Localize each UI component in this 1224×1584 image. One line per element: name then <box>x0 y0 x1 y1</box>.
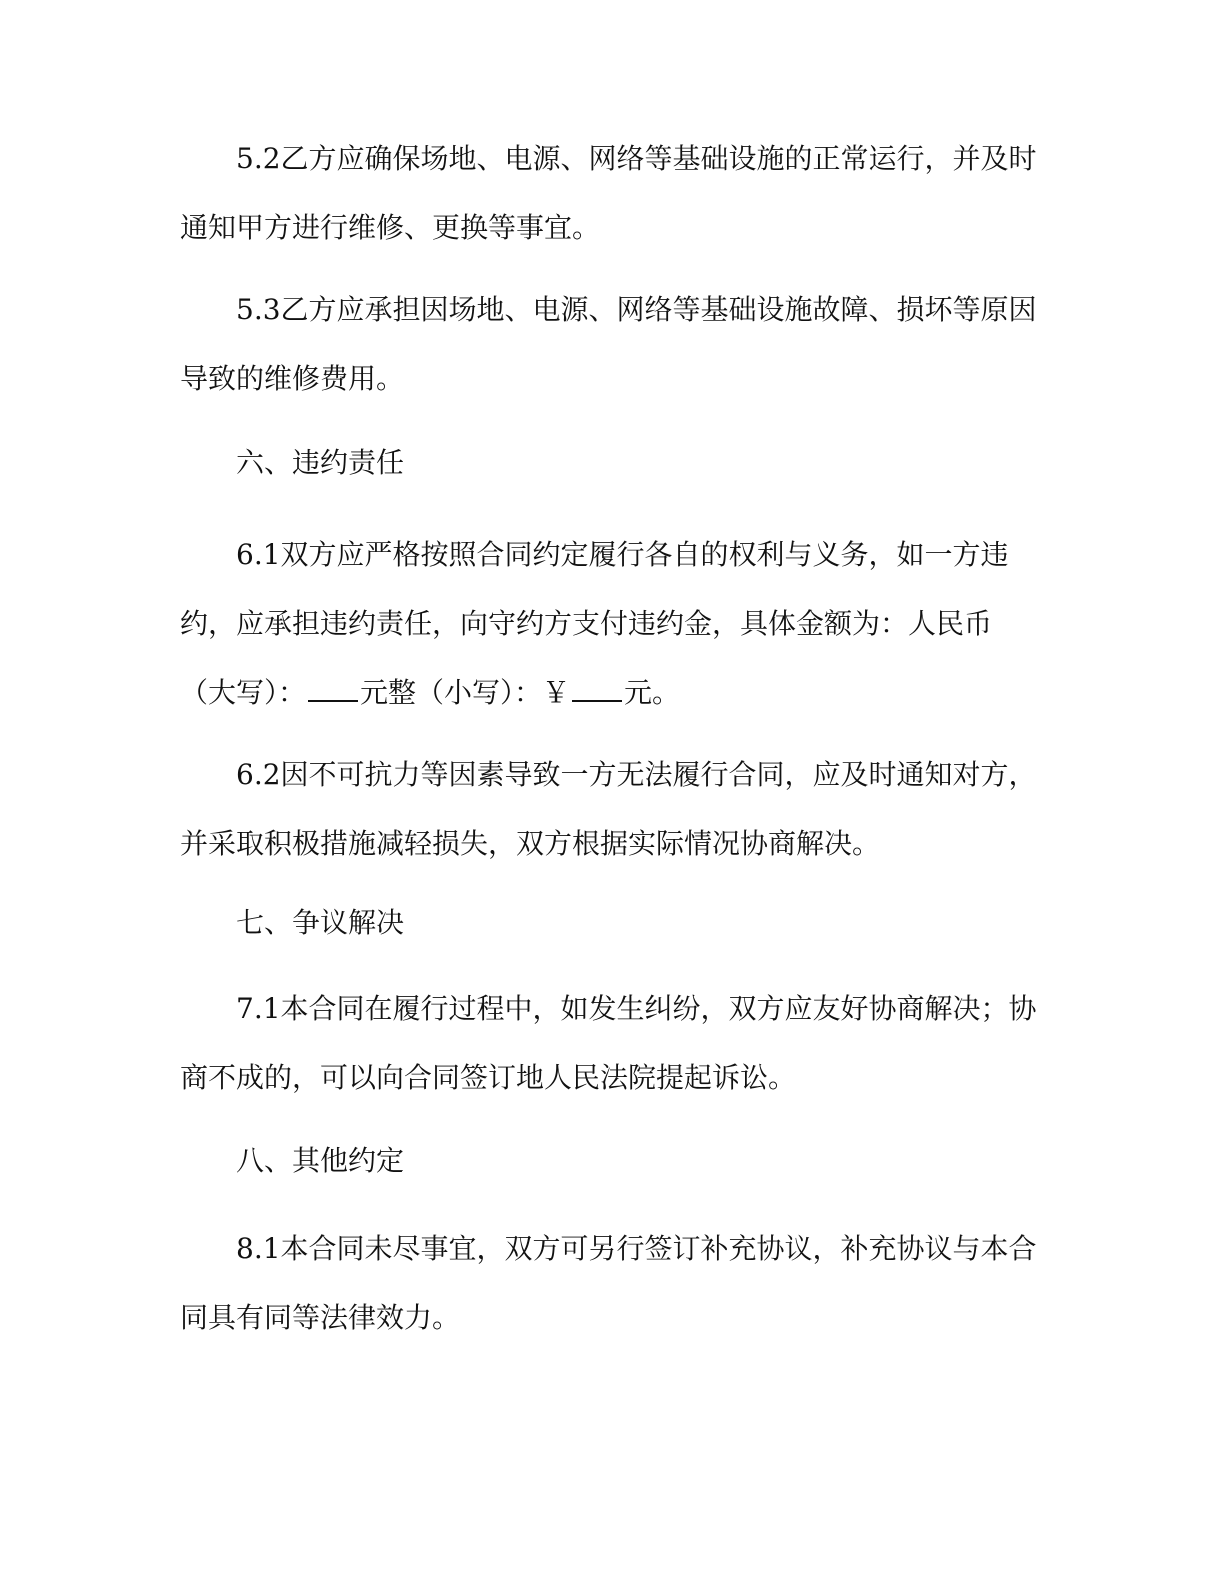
clause-6-1-text-a: 6.1双方应严格按照合同约定履行各自的权利与义务，如一方违约，应承担违约责任，向守约方支付违约金，具体金额为：人民币（大写）： <box>180 538 1009 709</box>
clause-8-1: 8.1本合同未尽事宜，双方可另行签订补充协议，补充协议与本合同具有同等法律效力。 <box>180 1232 1037 1334</box>
clause-6-1-text-b: 元整（小写）：￥ <box>360 676 571 709</box>
clause-5-3: 5.3乙方应承担因场地、电源、网络等基础设施故障、损坏等原因导致的维修费用。 <box>180 293 1037 395</box>
section-heading-8: 八、其他约定 <box>236 1144 405 1177</box>
clause-5-2: 5.2乙方应确保场地、电源、网络等基础设施的正常运行，并及时通知甲方进行维修、更换等事宜。 <box>180 142 1037 244</box>
clause-6-1 <box>180 520 1040 727</box>
section-heading-6: 六、违约责任 <box>236 446 405 479</box>
amount-number-blank <box>572 678 622 702</box>
clause-6-2: 6.2因不可抗力等因素导致一方无法履行合同，应及时通知对方，并采取积极措施减轻损失，双方根据实际情况协商解决。 <box>180 758 1037 860</box>
section-heading-7: 七、争议解决 <box>236 906 405 939</box>
amount-words-blank <box>308 678 358 702</box>
clause-6-1-text-c: 元。 <box>624 676 681 709</box>
clause-7-1: 7.1本合同在履行过程中，如发生纠纷，双方应友好协商解决；协商不成的，可以向合同签订地人民法院提起诉讼。 <box>180 992 1037 1094</box>
